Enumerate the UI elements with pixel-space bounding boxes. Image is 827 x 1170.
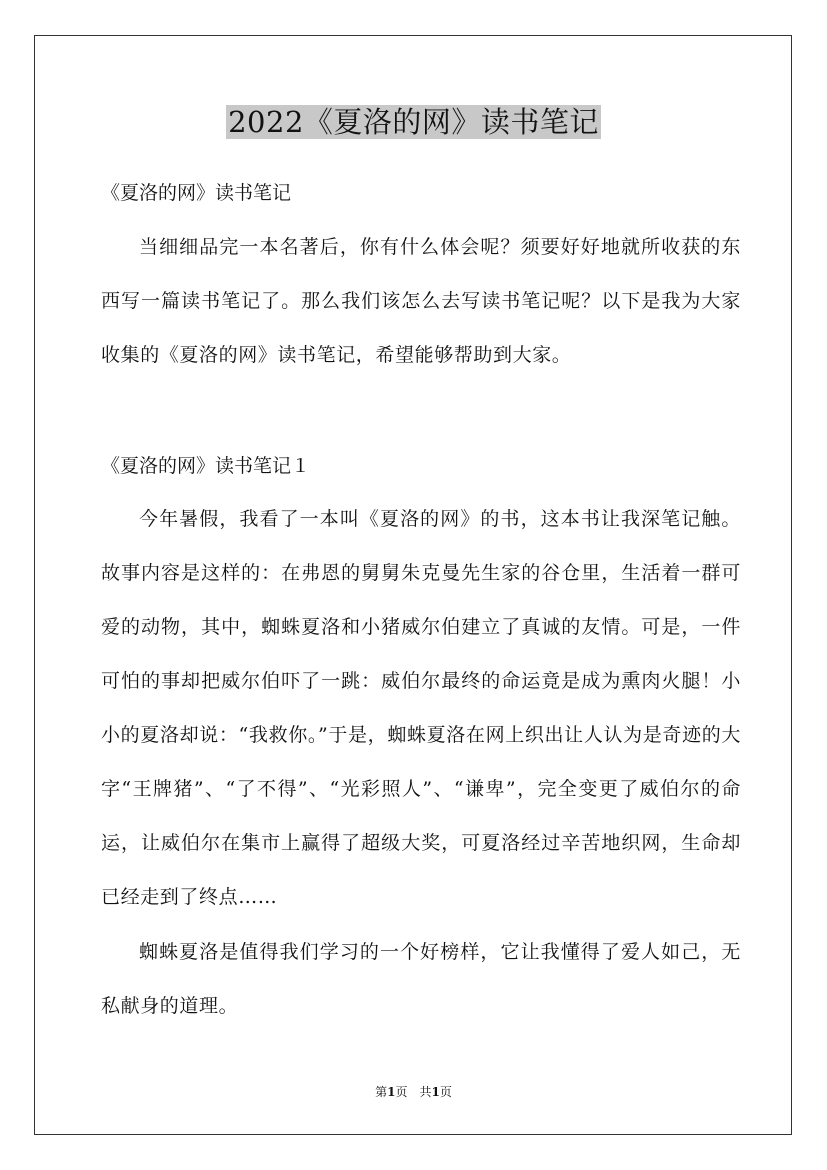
page-footer <box>0 1084 827 1100</box>
section-heading-1: 《夏洛的网》读书笔记１ <box>101 455 311 477</box>
page-label-prefix: 第 <box>375 1085 388 1099</box>
total-page-number: 1 <box>431 1085 440 1099</box>
section-1-paragraph-2: 蜘蛛夏洛是值得我们学习的一个好榜样，它让我懂得了爱人如己，无私献身的道理。 <box>101 941 741 1017</box>
current-page-number: 1 <box>387 1085 396 1099</box>
document-title <box>0 100 827 144</box>
document-subtitle: 《夏洛的网》读书笔记 <box>101 182 292 204</box>
intro-paragraph: 当细细品完一本名著后，你有什么体会呢？须要好好地就所收获的东西写一篇读书笔记了。那么我们该怎么去写读书笔记呢？以下是我为大家收集的《夏洛的网》读书笔记，希望能够帮助到大家。 <box>101 236 741 366</box>
page-label-suffix: 页 <box>439 1085 452 1099</box>
section-1-paragraph-1: 今年暑假，我看了一本叫《夏洛的网》的书，这本书让我深笔记触。故事内容是这样的：在弗恩的舅舅朱克曼先生家的谷仓里，生活着一群可爱的动物，其中，蜘蛛夏洛和小猪威尔伯建立了真诚的友情。可是，一件可怕的事却把威尔伯吓了一跳：威伯尔最终的命运竟是成为熏肉火腿！小小的夏洛却说：“我救你。”于是，蜘蛛夏洛在网上织出让人认为是奇迹的大字“王牌猪”、“了不得”、“光彩照人”、“谦卑”，完全变更了威伯尔的命运，让威伯尔在集市上赢得了超级大奖，可夏洛经过辛苦地织网，生命却已经走到了终点…… <box>101 508 741 908</box>
document-title-text: 2022《夏洛的网》读书笔记 <box>228 105 599 139</box>
page-label-middle: 页 共 <box>395 1085 432 1099</box>
